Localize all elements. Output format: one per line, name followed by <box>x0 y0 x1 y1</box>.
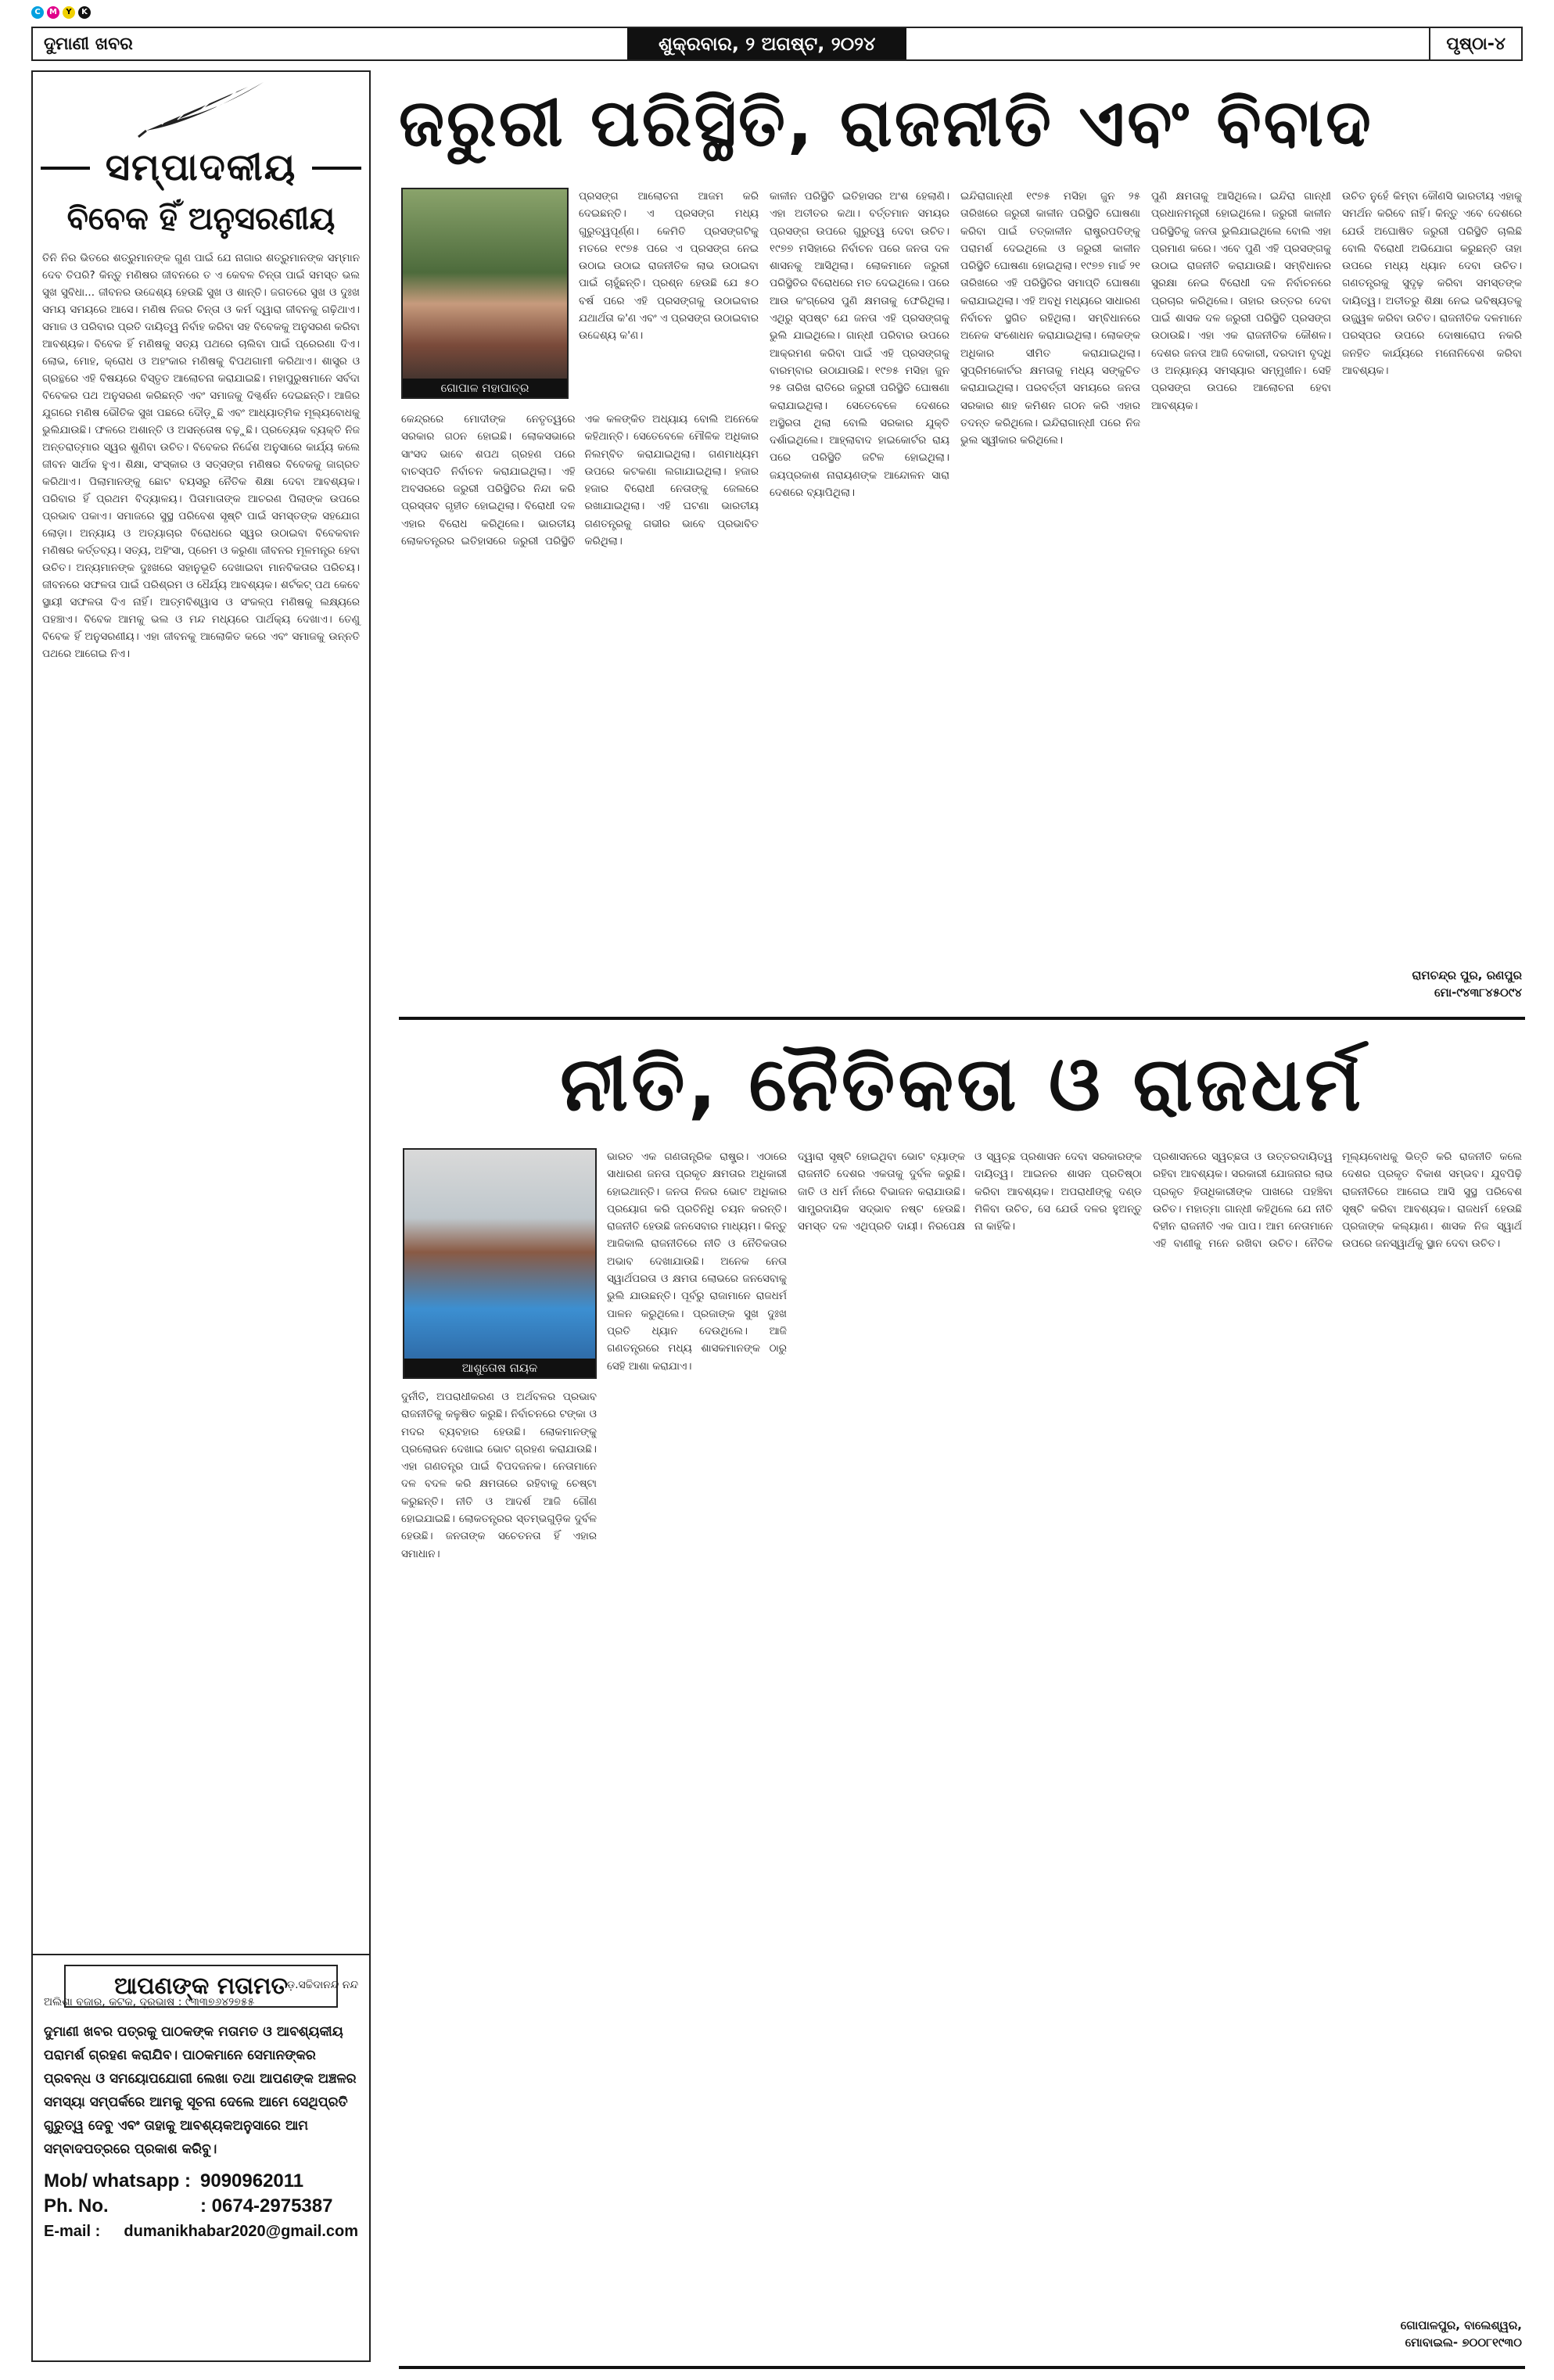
contact-info <box>33 2164 369 2249</box>
article2-column-2: ଦୁର୍ନୀତି, ଅପରାଧୀକରଣ ଓ ଅର୍ଥବଳର ପ୍ରଭାବ ରାଜନୀତିକୁ କଳୁଷିତ କରୁଛି। ନିର୍ବାଚନରେ ଟଙ୍କା ଓ ମଦର ବ୍ୟବହାର ହେଉଛି। ଲୋକମାନଙ୍କୁ ପ୍ରଲୋଭନ ଦେଖାଇ ଭୋଟ ଗ୍ରହଣ କରାଯାଉଛି। ଏହା ଗଣତନ୍ତ୍ର ପାଇଁ ବିପଦଜନକ। ନେତାମାନେ ଦଳ ବଦଳ କରି କ୍ଷମତାରେ ରହିବାକୁ ଚେଷ୍ଟା କରୁଛନ୍ତି। ନୀତି ଓ ଆଦର୍ଶ ଆଜି ଗୌଣ ହୋଇଯାଇଛି। ଲୋକତନ୍ତ୍ରର ସ୍ତମ୍ଭଗୁଡ଼ିକ ଦୁର୍ବଳ ହେଉଛି। ଜନତାଙ୍କ ସଚେତନତା ହିଁ ଏହାର ସମାଧାନ। <box>401 1391 597 1560</box>
editorial-column <box>31 70 371 2362</box>
article1-column-4: ପୁଣି କ୍ଷମତାକୁ ଆସିଥିଲେ। ଇନ୍ଦିରା ଗାନ୍ଧୀ ପ୍ରଧାନମନ୍ତ୍ରୀ ହୋଇଥିଲେ। ଜରୁରୀ କାଳୀନ ପରିସ୍ଥିତିକୁ ଜନତା ଭୁଲିଯାଇଥିଲେ ବୋଲି ଏହା ପ୍ରମାଣ କରେ। ଏବେ ପୁଣି ଏହି ପ୍ରସଙ୍ଗକୁ ଉଠାଇ ରାଜନୀତି କରାଯାଉଛି। ସମ୍ବିଧାନର ସୁରକ୍ଷା ନେଇ ବିରୋଧୀ ଦଳ ନିର୍ବାଚନରେ ପ୍ରଚାର କରିଥିଲେ। ତାହାର ଉତ୍ତର ଦେବା ପାଇଁ ଶାସକ ଦଳ ଜରୁରୀ ପରିସ୍ଥିତି ପ୍ରସଙ୍ଗ ଉଠାଉଛି। ଏହା ଏକ ରାଜନୀତିକ କୌଶଳ। ଦେଶର ଜନତା ଆଜି ବେକାରୀ, ଦରଦାମ ବୃଦ୍ଧି ଓ ଅନ୍ୟାନ୍ୟ ସମସ୍ୟାର ସମ୍ମୁଖୀନ। ସେହି ପ୍ରସଙ୍ଗ ଉପରେ ଆଲୋଚନା ହେବା ଆବଶ୍ୟକ। <box>1151 190 1331 412</box>
email-address[interactable]: dumanikhabar2020@gmail.com <box>124 2223 358 2240</box>
article2-author-place: ଗୋପାଳପୁର, ବାଲେଶ୍ୱର, <box>1400 2318 1522 2332</box>
cmyk-registration-marks <box>31 6 91 19</box>
article1-column-2: କାଳୀନ ପରିସ୍ଥିତି ଇତିହାସର ଅଂଶ ହେଲାଣି। ଏହା ଅତୀତର କଥା। ବର୍ତ୍ତମାନ ସମୟର ପ୍ରସଙ୍ଗ ଉପରେ ଗୁରୁତ୍ୱ ଦେବା ଉଚିତ। ୧୯୭୭ ମସିହାରେ ନିର୍ବାଚନ ପରେ ଜନତା ଦଳ ଶାସନକୁ ଆସିଥିଲା। ଲୋକମାନେ ଜରୁରୀ ପରିସ୍ଥିତିର ବିରୋଧରେ ମତ ଦେଇଥିଲେ। ପରେ ଆଉ କଂଗ୍ରେସ ପୁଣି କ୍ଷମତାକୁ ଫେରିଥିଲା। ଏଥିରୁ ସ୍ପଷ୍ଟ ଯେ ଜନତା ଏହି ପ୍ରସଙ୍ଗକୁ ଭୁଲି ଯାଇଥିଲେ। ଗାନ୍ଧୀ ପରିବାର ଉପରେ ଆକ୍ରମଣ କରିବା ପାଇଁ ଏହି ପ୍ରସଙ୍ଗକୁ ବାରମ୍ବାର ଉଠାଯାଉଛି। ୧୯୭୫ ମସିହା ଜୁନ ୨୫ ତାରିଖ ରାତିରେ ଜରୁରୀ ପରିସ୍ଥିତି ଘୋଷଣା କରାଯାଇଥିଲା। ସେତେବେଳେ ଦେଶରେ ଅସ୍ଥିରତା ଥିଲା ବୋଲି ସରକାର ଯୁକ୍ତି ଦର୍ଶାଇଥିଲେ। ଆହ୍ଲାବାଦ ହାଇକୋର୍ଟର ରାୟ ପରେ ପରିସ୍ଥିତି ଜଟିଳ ହୋଇଥିଲା। ଜୟପ୍ରକାଶ ନାରାୟଣଙ୍କ ଆନ୍ଦୋଳନ ସାରା ଦେଶରେ ବ୍ୟାପିଥିଲା। <box>770 190 949 500</box>
article2-column-3: ଦ୍ୱାରା ସୃଷ୍ଟି ହୋଇଥିବା ଭୋଟ ବ୍ୟାଙ୍କ ରାଜନୀତି ଦେଶର ଏକତାକୁ ଦୁର୍ବଳ କରୁଛି। ଜାତି ଓ ଧର୍ମ ନାଁରେ ବିଭାଜନ କରାଯାଉଛି। ସାମ୍ପ୍ରଦାୟିକ ସଦ୍ଭାବ ନଷ୍ଟ ହେଉଛି। ସମସ୍ତ ଦଳ ଏଥିପ୍ରତି ଦାୟୀ। ନିରପେକ୍ଷ ଓ ସ୍ୱଚ୍ଛ ପ୍ରଶାସନ ଦେବା ସରକାରଙ୍କ ଦାୟିତ୍ୱ। ଆଇନର ଶାସନ ପ୍ରତିଷ୍ଠା କରିବା ଆବଶ୍ୟକ। ଅପରାଧୀଙ୍କୁ ଦଣ୍ଡ ମିଳିବା ଉଚିତ, ସେ ଯେଉଁ ଦଳର ହୁଅନ୍ତୁ ନା କାହିଁକି। <box>798 1151 1142 1233</box>
article1-column-1b: କେନ୍ଦ୍ରରେ ମୋଦୀଙ୍କ ନେତୃତ୍ୱରେ ସରକାର ଗଠନ ହୋଇଛି। ଲୋକସଭାରେ ସାଂସଦ ଭାବେ ଶପଥ ଗ୍ରହଣ ପରେ ବାଚସ୍ପତି ନିର୍ବାଚନ କରାଯାଇଥିଲା। ଏହି ଅବସରରେ ଜରୁରୀ ପରିସ୍ଥିତିର ନିନ୍ଦା କରି ପ୍ରସ୍ତାବ ଗୃହୀତ ହୋଇଥିଲା। ବିରୋଧୀ ଦଳ ଏହାର ବିରୋଧ କରିଥିଲେ। ଭାରତୀୟ ଲୋକତନ୍ତ୍ରର ଇତିହାସରେ ଜରୁରୀ ପରିସ୍ଥିତି ଏକ କଳଙ୍କିତ ଅଧ୍ୟାୟ ବୋଲି ଅନେକେ କହିଥାନ୍ତି। ସେତେବେଳେ ମୌଳିକ ଅଧିକାର ନିଲମ୍ବିତ କରାଯାଇଥିଲା। ଗଣମାଧ୍ୟମ ଉପରେ କଟକଣା ଲଗାଯାଇଥିଲା। ହଜାର ହଜାର ବିରୋଧୀ ନେତାଙ୍କୁ ଜେଲରେ ରଖାଯାଇଥିଲା। ଏହି ଘଟଣା ଭାରତୀୟ ଗଣତନ୍ତ୍ରକୁ ଗଭୀର ଭାବେ ପ୍ରଭାବିତ କରିଥିଲା। <box>401 413 759 548</box>
article2-author-phone: ମୋବାଇଲ- ୭୦୦୮୧୯୩୦ <box>1405 2335 1522 2349</box>
article2-author-photo <box>403 1148 597 1379</box>
black-mark: K <box>78 6 91 19</box>
opinion-box <box>33 1954 369 2360</box>
editorial-section-title: ସମ୍ପାଦକୀୟ <box>33 145 369 190</box>
opinion-heading: ଆପଣଙ୍କ ମତାମତ <box>64 1965 338 2008</box>
article2-column-4: ପ୍ରଶାସନରେ ସ୍ୱଚ୍ଛତା ଓ ଉତ୍ତରଦାୟିତ୍ୱ ରହିବା ଆବଶ୍ୟକ। ସରକାରୀ ଯୋଜନାର ଲାଭ ପ୍ରକୃତ ହିତାଧିକାରୀଙ୍କ ପାଖରେ ପହଞ୍ଚିବା ଉଚିତ। ମହାତ୍ମା ଗାନ୍ଧୀ କହିଥିଲେ ଯେ ନୀତି ବିହୀନ ରାଜନୀତି ଏକ ପାପ। ଆମ ନେତାମାନେ ଏହି ବାଣୀକୁ ମନେ ରଖିବା ଉଚିତ। ନୈତିକ ମୂଲ୍ୟବୋଧକୁ ଭିତ୍ତି କରି ରାଜନୀତି କଲେ ଦେଶର ପ୍ରକୃତ ବିକାଶ ସମ୍ଭବ। ଯୁବପିଢ଼ି ରାଜନୀତିରେ ଆଗେଇ ଆସି ସୁସ୍ଥ ପରିବେଶ ସୃଷ୍ଟି କରିବା ଆବଶ୍ୟକ। ରାଜଧର୍ମ ହେଉଛି ପ୍ରଜାଙ୍କ କଲ୍ୟାଣ। ଶାସକ ନିଜ ସ୍ୱାର୍ଥ ଉପରେ ଜନସ୍ୱାର୍ଥକୁ ସ୍ଥାନ ଦେବା ଉଚିତ। <box>1153 1151 1522 1251</box>
mobile-number[interactable]: 9090962011 <box>200 2170 304 2192</box>
cyan-mark: C <box>31 6 44 19</box>
article2-headline: ନୀତି, ନୈତିକତା ଓ ରାଜଧର୍ମ <box>560 1040 1364 1128</box>
article1-column-3: ଇନ୍ଦିରାଗାନ୍ଧୀ ୧୯୭୫ ମସିହା ଜୁନ ୨୫ ତାରିଖରେ ଜରୁରୀ କାଳୀନ ପରିସ୍ଥିତି ଘୋଷଣା କରିବା ପାଇଁ ତତ୍କାଳୀନ ରାଷ୍ଟ୍ରପତିଙ୍କୁ ପରାମର୍ଶ ଦେଇଥିଲେ ଓ ଜରୁରୀ କାଳୀନ ପରିସ୍ଥିତି ଘୋଷଣା ହୋଇଥିଲା। ୧୯୭୭ ମାର୍ଚ୍ଚ ୨୧ ତାରିଖରେ ଏହି ପରିସ୍ଥିତିର ସମାପ୍ତି ଘୋଷଣା କରାଯାଇଥିଲା। ଏହି ଅବଧି ମଧ୍ୟରେ ସାଧାରଣ ନିର୍ବାଚନ ସ୍ଥଗିତ ରହିଥିଲା। ସମ୍ବିଧାନରେ ଅନେକ ସଂଶୋଧନ କରାଯାଇଥିଲା। ଲୋକଙ୍କ ଅଧିକାର ସୀମିତ କରାଯାଇଥିଲା। ସୁପ୍ରିମକୋର୍ଟର କ୍ଷମତାକୁ ମଧ୍ୟ ସଙ୍କୁଚିତ କରାଯାଇଥିଲା। ପରବର୍ତ୍ତୀ ସମୟରେ ଜନତା ସରକାର ଶାହ କମିଶନ ଗଠନ କରି ଏହାର ତଦନ୍ତ କରିଥିଲେ। ଇନ୍ଦିରାଗାନ୍ଧୀ ପରେ ନିଜ ଭୁଲ ସ୍ୱୀକାର କରିଥିଲେ। <box>960 190 1140 447</box>
article2-byline <box>1342 2317 1522 2351</box>
article1-photo-caption: ଗୋପାଳ ମହାପାତ୍ର <box>403 379 567 397</box>
article1-byline <box>1342 967 1522 1001</box>
article2-photo-caption: ଆଶୁତୋଷ ନାୟକ <box>404 1359 595 1377</box>
article1-author-photo <box>401 188 569 399</box>
opinion-text: ଦୁମାଣୀ ଖବର ପତ୍ରକୁ ପାଠକଙ୍କ ମତାମତ ଓ ଆବଶ୍ୟକୀୟ ପରାମର୍ଶ ଗ୍ରହଣ କରାଯିବ। ପାଠକମାନେ ସେମାନଙ୍କର ପ୍ରବନ୍ଧ ଓ ସମୟୋପଯୋଗୀ ଲେଖା ତଥା ଆପଣଙ୍କ ଅଞ୍ଚଳର ସମସ୍ୟା ସମ୍ପର୍କରେ ଆମକୁ ସୂଚନା ଦେଲେ ଆମେ ସେଥିପ୍ରତି ଗୁରୁତ୍ୱ ଦେବୁ ଏବଂ ତାହାକୁ ଆବଶ୍ୟକଅନୁସାରେ ଆମ ସମ୍ବାଦପତ୍ରରେ ପ୍ରକାଶ କରିବୁ। <box>44 2024 357 2157</box>
editorial-author: ଡ଼.ସଚ୍ଚିଦାନନ୍ଦ ନନ୍ଦ <box>286 1979 358 1991</box>
article2-column-1: ଭାରତ ଏକ ଗଣତାନ୍ତ୍ରିକ ରାଷ୍ଟ୍ର। ଏଠାରେ ସାଧାରଣ ଜନତା ପ୍ରକୃତ କ୍ଷମତାର ଅଧିକାରୀ ହୋଇଥାନ୍ତି। ଜନତା ନିଜର ଭୋଟ ଅଧିକାର ପ୍ରୟୋଗ କରି ପ୍ରତିନିଧି ଚୟନ କରନ୍ତି। ରାଜନୀତି ହେଉଛି ଜନସେବାର ମାଧ୍ୟମ। କିନ୍ତୁ ଆଜିକାଲି ରାଜନୀତିରେ ନୀତି ଓ ନୈତିକତାର ଅଭାବ ଦେଖାଯାଉଛି। ଅନେକ ନେତା ସ୍ୱାର୍ଥପରତା ଓ କ୍ଷମତା ଲୋଭରେ ଜନସେବାକୁ ଭୁଲି ଯାଉଛନ୍ତି। ପୂର୍ବରୁ ରାଜାମାନେ ରାଜଧର୍ମ ପାଳନ କରୁଥିଲେ। ପ୍ରଜାଙ୍କ ସୁଖ ଦୁଃଖ ପ୍ରତି ଧ୍ୟାନ ଦେଉଥିଲେ। ଆଜି ଗଣତନ୍ତ୍ରରେ ମଧ୍ୟ ଶାସକମାନଙ୍କ ଠାରୁ ସେହି ଆଶା କରାଯାଏ। <box>607 1151 787 1373</box>
article-divider <box>399 1017 1525 1020</box>
email-label: E-mail : <box>44 2223 101 2240</box>
article1-author-place: ରାମଚନ୍ଦ୍ର ପୁର, ରଣପୁର <box>1412 968 1522 982</box>
page-number: ପୃଷ୍ଠା-୪ <box>1429 28 1521 59</box>
editorial-headline: ବିବେକ ହିଁ ଅନୁସରଣୀୟ <box>66 201 336 237</box>
magenta-mark: M <box>47 6 59 19</box>
paper-name: ଦୁମାଣୀ ଖବର <box>44 34 133 54</box>
article1-column-5: ଉଚିତ ନୁହେଁ କିମ୍ବା କୌଣସି ଭାରତୀୟ ଏହାକୁ ସମର୍ଥନ କରିବେ ନାହିଁ। କିନ୍ତୁ ଏବେ ଦେଶରେ ଯେଉଁ ଅଘୋଷିତ ଜରୁରୀ ପରିସ୍ଥିତି ଚାଲିଛି ବୋଲି ବିରୋଧୀ ଅଭିଯୋଗ କରୁଛନ୍ତି ତାହା ଉପରେ ମଧ୍ୟ ଧ୍ୟାନ ଦେବା ଉଚିତ। ଗଣତନ୍ତ୍ରକୁ ସୁଦୃଢ଼ କରିବା ସମସ୍ତଙ୍କ ଦାୟିତ୍ୱ। ଅତୀତରୁ ଶିକ୍ଷା ନେଇ ଭବିଷ୍ୟତକୁ ଉଜ୍ଜ୍ୱଳ କରିବା ଉଚିତ। ରାଜନୀତିକ ଦଳମାନେ ପରସ୍ପର ଉପରେ ଦୋଷାରୋପ ନକରି ଜନହିତ କାର୍ଯ୍ୟରେ ମନୋନିବେଶ କରିବା ଆବଶ୍ୟକ। <box>1342 190 1522 377</box>
page-header <box>31 27 1523 61</box>
yellow-mark: Y <box>63 6 75 19</box>
article1-column-1a: ପ୍ରସଙ୍ଗ ଆଲୋଚନା ଆଜମ କରି ଦେଇଛନ୍ତି। ଏ ପ୍ରସଙ୍ଗ ମଧ୍ୟ ଗୁରୁତ୍ୱପୂର୍ଣ୍ଣ। କେମିତି ପ୍ରସଙ୍ଗଟିକୁ ମତରେ ୧୯୭୫ ପରେ ଏ ପ୍ରସଙ୍ଗ ନେଇ ଉଠାଇ ଉଠାଇ ରାଜନୀତିକ ଲାଭ ଉଠାଇବା ପାଇଁ ଚାହୁଁଛନ୍ତି। ପ୍ରଶ୍ନ ହେଉଛି ଯେ ୫୦ ବର୍ଷ ପରେ ଏହି ପ୍ରସଙ୍ଗକୁ ଉଠାଇବାର ଯଥାର୍ଥତା କ'ଣ ଏବଂ ଏ ପ୍ରସଙ୍ଗ ଉଠାଇବାର ଉଦ୍ଦେଶ୍ୟ କ'ଣ। <box>579 190 759 343</box>
issue-date: ଶୁକ୍ରବାର, ୨ ଅଗଷ୍ଟ, ୨୦୨୪ <box>627 28 906 59</box>
editorial-author-address: ଅଲିଶା ବଜାର, କଟକ, ଦୂରଭାଷ : ୯୩୩୭୬୪୨୭୫୫ <box>44 1996 255 2008</box>
mobile-label: Mob/ whatsapp : <box>44 2170 191 2192</box>
phone-label: Ph. No. <box>44 2195 109 2217</box>
footer-rule <box>399 2366 1525 2369</box>
quill-icon <box>33 72 369 142</box>
editorial-body: ତିନି ନିର ଭିତରେ ଶତ୍ରୁମାନଙ୍କ ଗୁଣ ପାଇଁ ଯେ ନାଗାର ଶତ୍ରୁମାନଙ୍କ ସମ୍ମାନ ଦେବ ତିପରି? କିନ୍ତୁ ମଣିଷର ଜୀବନରେ ତ ଏ କେବଳ ଚିନ୍ତା ପାଇଁ ସମସ୍ତ ଭଲ ସୁଖ ସୁବିଧା... ଜୀବନର ଉଦ୍ଦେଶ୍ୟ ହେଉଛି ସୁଖ ଓ ଶାନ୍ତି। ଜଗତରେ ସୁଖ ଓ ଦୁଃଖ ସମୟ ସମୟରେ ଆସେ। ମଣିଷ ନିଜର ଚିନ୍ତା ଓ କର୍ମ ଦ୍ୱାରା ଜୀବନକୁ ଗଢ଼ିଥାଏ। ସମାଜ ଓ ପରିବାର ପ୍ରତି ଦାୟିତ୍ୱ ନିର୍ବାହ କରିବା ସହ ବିବେକକୁ ଅନୁସରଣ କରିବା ଆବଶ୍ୟକ। ବିବେକ ହିଁ ମଣିଷକୁ ସତ୍ୟ ପଥରେ ଚାଲିବା ପାଇଁ ପ୍ରେରଣା ଦିଏ। ଲୋଭ, ମୋହ, କ୍ରୋଧ ଓ ଅହଂକାର ମଣିଷକୁ ବିପଥଗାମୀ କରିଥାଏ। ଶାସ୍ତ୍ର ଓ ଗ୍ରନ୍ଥରେ ଏହି ବିଷୟରେ ବିସ୍ତୃତ ଆଲୋଚନା କରାଯାଇଛି। ମହାପୁରୁଷମାନେ ସର୍ବଦା ବିବେକର ପଥ ଅନୁସରଣ କରିଛନ୍ତି ଏବଂ ସମାଜକୁ ଦିଗ୍ଦର୍ଶନ ଦେଇଛନ୍ତି। ଆଜିର ଯୁଗରେ ମଣିଷ ଭୌତିକ ସୁଖ ପଛରେ ଦୌଡ଼ୁଛି ଏବଂ ଆଧ୍ୟାତ୍ମିକ ମୂଲ୍ୟବୋଧକୁ ଭୁଲିଯାଉଛି। ଫଳରେ ଅଶାନ୍ତି ଓ ଅସନ୍ତୋଷ ବଢ଼ୁଛି। ପ୍ରତ୍ୟେକ ବ୍ୟକ୍ତି ନିଜ ଅନ୍ତରାତ୍ମାର ସ୍ୱର ଶୁଣିବା ଉଚିତ। ବିବେକର ନିର୍ଦ୍ଦେଶ ଅନୁସାରେ କାର୍ଯ୍ୟ କଲେ ଜୀବନ ସାର୍ଥକ ହୁଏ। ଶିକ୍ଷା, ସଂସ୍କାର ଓ ସତ୍ସଙ୍ଗ ମଣିଷର ବିବେକକୁ ଜାଗ୍ରତ କରିଥାଏ। ପିଲାମାନଙ୍କୁ ଛୋଟ ବୟସରୁ ନୈତିକ ଶିକ୍ଷା ଦେବା ଆବଶ୍ୟକ। ପରିବାର ହିଁ ପ୍ରଥମ ବିଦ୍ୟାଳୟ। ପିତାମାତାଙ୍କ ଆଚରଣ ପିଲାଙ୍କ ଉପରେ ପ୍ରଭାବ ପକାଏ। ସମାଜରେ ସୁସ୍ଥ ପରିବେଶ ସୃଷ୍ଟି ପାଇଁ ସମସ୍ତଙ୍କ ସହଯୋଗ ଲୋଡ଼ା। ଅନ୍ୟାୟ ଓ ଅତ୍ୟାଚାର ବିରୋଧରେ ସ୍ୱର ଉଠାଇବା ବିବେକବାନ ମଣିଷର କର୍ତ୍ତବ୍ୟ। ସତ୍ୟ, ଅହିଂସା, ପ୍ରେମ ଓ କରୁଣା ଜୀବନର ମୂଳମନ୍ତ୍ର ହେବା ଉଚିତ। ଅନ୍ୟମାନଙ୍କ ଦୁଃଖରେ ସହାନୁଭୂତି ଦେଖାଇବା ମାନବିକତାର ପରିଚୟ। ଜୀବନରେ ସଫଳତା ପାଇଁ ପରିଶ୍ରମ ଓ ଧୈର୍ଯ୍ୟ ଆବଶ୍ୟକ। ଶର୍ଟକଟ୍ ପଥ କେବେ ସ୍ଥାୟୀ ସଫଳତା ଦିଏ ନାହିଁ। ଆତ୍ମବିଶ୍ୱାସ ଓ ସଂକଳ୍ପ ମଣିଷକୁ ଲକ୍ଷ୍ୟରେ ପହଞ୍ଚାଏ। ବିବେକ ଆମକୁ ଭଲ ଓ ମନ୍ଦ ମଧ୍ୟରେ ପାର୍ଥକ୍ୟ ଦେଖାଏ। ତେଣୁ ବିବେକ ହିଁ ଅନୁସରଣୀୟ। ଏହା ଜୀବନକୁ ଆଲୋକିତ କରେ ଏବଂ ସମାଜକୁ ଉନ୍ନତି ପଥରେ ଆଗେଇ ନିଏ। <box>42 252 360 660</box>
phone-number[interactable]: : 0674-2975387 <box>200 2195 333 2217</box>
article1-author-phone: ମୋ-୯୪୩୮୪୫୦୯୪ <box>1434 985 1522 1000</box>
article1-headline: ଜରୁରୀ ପରିସ୍ଥିତି, ରାଜନୀତି ଏବଂ ବିବାଦ <box>399 84 1373 161</box>
